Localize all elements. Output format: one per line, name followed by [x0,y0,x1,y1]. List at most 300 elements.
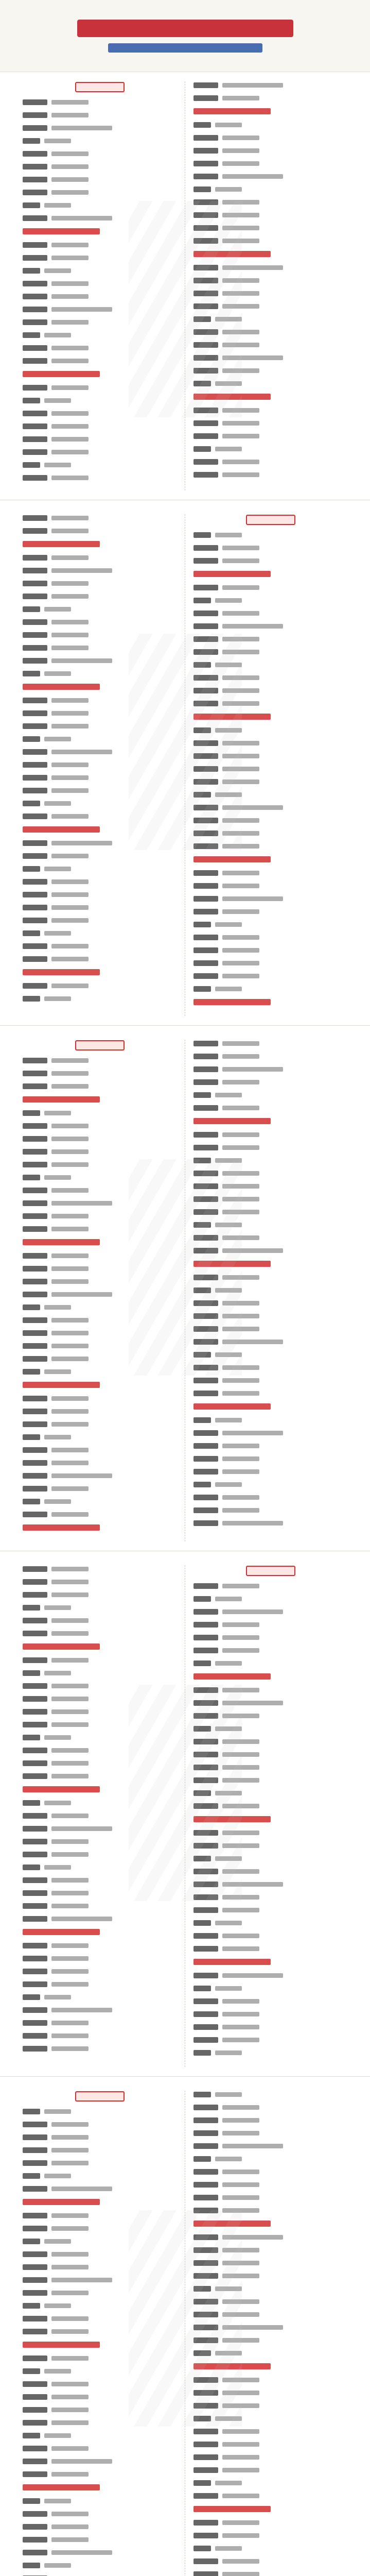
vocab-entry [193,1065,347,1073]
vocab-entry [193,765,347,772]
vocab-pinyin [51,476,89,480]
vocab-word [193,1066,218,1072]
vocab-word [23,1903,47,1909]
vocab-entry [23,605,177,613]
vocab-entry [193,2129,347,2137]
vocab-pinyin [215,663,242,667]
vocab-entry [193,328,347,335]
vocab-entry [23,1485,177,1492]
vocab-pinyin [222,1327,259,1331]
vocab-entry [193,1997,347,2005]
vocab-entry [193,471,347,478]
vocab-word [23,1670,40,1676]
vocab-entry [23,1316,177,1324]
vocab-pinyin [51,1137,89,1141]
vocab-word [23,1916,47,1922]
vocab-entry [193,264,347,271]
vocab-word [23,345,47,351]
vocab-word [193,2546,211,2551]
vocab-pinyin [51,984,89,988]
vocab-pinyin [51,2537,89,2542]
vocab-pinyin [44,1111,71,1115]
vocab-pinyin [44,996,71,1001]
vocab-word [23,1865,40,1870]
vocab-word [23,1304,40,1310]
right-column [185,2091,356,2576]
vocab-word [193,986,211,992]
vocab-pinyin [44,333,71,337]
vocab-entry [193,2402,347,2409]
vocab-pinyin [44,463,71,467]
vocab-pinyin [51,281,89,286]
vocab-entry [193,1972,347,1979]
vocab-pinyin [51,424,89,429]
vocab-word [193,1830,218,1836]
vocab-word [193,1339,218,1345]
vocab-entry [23,2263,177,2270]
vocab-word [193,238,218,244]
vocab-entry [23,657,177,664]
vocab-pinyin [51,1448,89,1452]
vocab-entry [193,1699,347,1706]
vocab-pinyin [222,1508,259,1513]
vocab-word [193,1365,218,1370]
vocab-pinyin [51,113,89,117]
vocab-entry [193,2298,347,2305]
vocab-word [193,2037,218,2043]
vocab-pinyin [222,650,259,654]
vocab-entry [23,1225,177,1232]
vocab-pinyin [222,2038,259,2042]
vocab-entry [23,189,177,196]
vocab-pinyin [222,2378,259,2382]
vocab-entry [193,544,347,551]
vocab-entry [193,739,347,747]
vocab-entry [23,2315,177,2322]
vocab-entry [23,1863,177,1871]
vocab-entry [193,2492,347,2499]
vocab-pinyin [215,987,242,991]
vocab-pinyin [222,909,259,914]
vocab-pinyin [222,844,259,849]
vocab-word [23,332,40,338]
vocab-word [193,2299,218,2304]
vocab-word [193,95,218,101]
worksheet-page [0,1030,370,1551]
vocab-word [193,922,211,927]
vocab-entry [23,306,177,313]
vocab-pinyin [222,2455,259,2460]
vocab-pinyin [222,1701,283,1705]
vocab-pinyin [215,1661,242,1666]
vocab-word [193,1079,218,1085]
vocab-pinyin [44,1865,71,1870]
vocab-pinyin [44,1369,71,1374]
vocab-entry [23,527,177,534]
vocab-word [23,956,47,962]
vocab-word [23,2563,40,2568]
vocab-pinyin [222,1831,259,1835]
vocab-pinyin [222,1648,259,1653]
vocab-word [23,436,47,442]
vocab-word [193,342,218,348]
vocab-word [193,381,211,386]
vocab-entry [193,1494,347,1501]
vocab-entry [23,2172,177,2179]
vocab-entry [193,2349,347,2357]
vocab-word [193,766,218,772]
vocab-word [193,818,218,823]
vocab-pinyin [51,1839,89,1844]
vocab-entry [23,344,177,351]
vocab-pinyin [51,1904,89,1908]
vocab-word [23,2471,47,2477]
vocab-pinyin [222,1895,259,1900]
vocab-entry [23,1695,177,1702]
vocab-word [193,1145,218,1150]
vocab-word [23,1566,47,1572]
right-column [185,514,356,1016]
vocab-word [193,199,218,205]
vocab-word [193,1196,218,1202]
vocab-entry [193,2415,347,2422]
vocab-entry [23,474,177,481]
vocab-pinyin [222,701,259,706]
vocab-word [23,2160,47,2166]
vocab-pinyin [51,1214,89,1218]
vocab-word [193,831,218,836]
vocab-word [193,2011,218,2017]
vocab-entry [23,1511,177,1518]
vocab-pinyin [51,918,89,923]
vocab-entry [23,852,177,859]
vocab-pinyin [51,1852,89,1857]
vocab-pinyin [51,1761,89,1766]
vocab-word [193,1105,218,1111]
vocab-entry [193,1659,347,1667]
vocab-pinyin [51,1580,89,1584]
vocab-pinyin [44,2303,71,2308]
vocab-word [23,1213,47,1219]
vocab-word [23,1200,47,1206]
vocab-entry [193,869,347,876]
vocab-entry [193,1221,347,1228]
vocab-entry [193,1621,347,1628]
vocab-entry [23,1498,177,1505]
lesson-heading [23,825,177,834]
vocab-entry [23,2289,177,2296]
vocab-word [23,1605,40,1611]
vocab-word [23,788,47,793]
vocab-pinyin [215,1158,242,1163]
vocab-pinyin [51,1814,89,1818]
vocab-pinyin [44,203,71,208]
vocab-pinyin [51,2033,89,2038]
vocab-word [193,1248,218,1253]
vocab-word [193,1843,218,1849]
vocab-pinyin [51,190,89,195]
vocab-entry [23,2006,177,2013]
vocab-entry [23,670,177,677]
vocab-pinyin [222,754,259,758]
vocab-word [193,2156,211,2162]
vocab-word [23,215,47,221]
vocab-entry [193,1338,347,1345]
vocab-entry [23,331,177,338]
lesson-heading [193,250,347,258]
vocab-entry [193,277,347,284]
vocab-entry [193,1416,347,1423]
vocab-entry [23,111,177,118]
vocab-pinyin [222,1622,259,1627]
vocab-pinyin [51,2148,89,2153]
vocab-word [23,125,47,131]
lesson-heading [23,1238,177,1246]
lesson-heading [23,968,177,976]
vocab-word [23,2368,40,2374]
vocab-word [23,1800,40,1806]
vocab-pinyin [222,1999,259,2004]
vocab-word [193,883,218,889]
vocab-pinyin [222,611,259,616]
vocab-entry [193,2545,347,2552]
vocab-entry [23,2536,177,2543]
vocab-entry [193,921,347,928]
vocab-word [23,411,47,416]
vocab-word [23,996,40,1002]
vocab-pinyin [51,1618,89,1623]
vocab-entry [193,1595,347,1602]
vocab-pinyin [51,1982,89,1987]
vocab-pinyin [51,2187,112,2191]
vocab-entry [193,2142,347,2149]
vocab-pinyin [222,304,259,309]
vocab-entry [23,917,177,924]
vocab-pinyin [222,1106,259,1110]
vocab-entry [193,1234,347,1241]
vocab-pinyin [222,1584,259,1588]
vocab-entry [193,895,347,902]
vocab-word [23,606,40,612]
vocab-pinyin [222,1934,259,1938]
vocab-word [193,1752,218,1757]
vocab-word [23,1292,47,1297]
lesson-heading [193,1117,347,1125]
vocab-word [193,1456,218,1462]
vocab-pinyin [51,879,89,884]
vocab-entry [193,1776,347,1784]
vocab-pinyin [51,2329,89,2334]
vocab-entry [23,697,177,704]
vocab-pinyin [222,2442,259,2447]
vocab-word [193,2273,218,2279]
vocab-pinyin [215,123,242,127]
vocab-word [193,701,218,706]
vocab-word [23,164,47,170]
vocab-entry [193,198,347,206]
vocab-entry [193,211,347,218]
vocab-word [193,122,211,128]
vocab-entry [23,567,177,574]
vocab-entry [193,2336,347,2344]
vocab-entry [193,2116,347,2124]
vocab-pinyin [51,814,89,819]
vocab-word [23,385,47,391]
vocab-word [23,294,47,299]
lesson-heading [193,2362,347,2370]
vocab-entry [23,554,177,561]
vocab-entry [23,2445,177,2452]
vocab-word [193,446,211,452]
vocab-pinyin [222,213,259,217]
vocab-entry [23,787,177,794]
vocab-word [23,1890,47,1896]
vocab-entry [193,1442,347,1449]
vocab-word [193,688,218,693]
vocab-entry [23,1355,177,1362]
vocab-entry [193,2259,347,2266]
vocab-pinyin [222,1804,259,1808]
vocab-word [193,2105,218,2110]
vocab-pinyin [222,1444,259,1448]
vocab-pinyin [222,558,259,563]
lesson-heading [23,2198,177,2206]
vocab-pinyin [222,961,259,965]
vocab-pinyin [222,779,259,784]
vocab-word [23,1512,47,1517]
vocab-pinyin [215,2050,242,2055]
vocab-entry [23,1825,177,1832]
vocab-pinyin [51,1658,89,1663]
vocab-word [23,307,47,312]
vocab-word [23,2033,47,2039]
vocab-entry [193,1842,347,1849]
vocab-word [23,1709,47,1715]
vocab-entry [193,1274,347,1281]
vocab-pinyin [222,1765,259,1770]
vocab-entry [23,839,177,846]
vocab-word [193,1209,218,1215]
vocab-word [23,2355,47,2361]
vocab-word [193,896,218,902]
vocab-pinyin [51,1567,89,1571]
vocab-word [193,1920,211,1926]
vocab-entry [23,2354,177,2362]
vocab-entry [193,1286,347,1294]
vocab-pinyin [222,2299,259,2304]
lesson-heading [193,998,347,1006]
vocab-entry [23,2276,177,2283]
vocab-word [23,2109,40,2114]
vocab-pinyin [215,598,242,603]
vocab-word [23,1773,47,1779]
vocab-entry [193,842,347,850]
document-header [0,0,370,72]
lesson-heading [23,2483,177,2492]
vocab-entry [193,908,347,915]
vocab-word [23,528,47,534]
vocab-entry [23,995,177,1002]
vocab-entry [23,1734,177,1741]
vocab-pinyin [51,750,112,754]
vocab-word [193,1275,218,1280]
vocab-entry [193,147,347,154]
vocab-pinyin [51,100,89,105]
vocab-entry [193,597,347,604]
vocab-word [193,1765,218,1770]
vocab-pinyin [222,1946,259,1951]
unit-label [193,1565,347,1577]
vocab-entry [193,2519,347,2526]
vocab-word [23,1317,47,1323]
vocab-entry [193,1247,347,1254]
vocab-word [23,1434,40,1440]
vocab-word [193,662,211,668]
vocab-pinyin [51,1943,89,1948]
page-divider [0,1025,370,1026]
vocab-entry [23,2212,177,2219]
vocab-pinyin [51,1253,89,1258]
vocab-pinyin [51,1486,89,1491]
vocab-pinyin [51,1201,112,1206]
vocab-word [23,2446,47,2451]
vocab-pinyin [51,658,112,663]
vocab-entry [23,1109,177,1116]
vocab-pinyin [51,151,89,156]
vocab-pinyin [51,775,89,780]
vocab-pinyin [222,637,259,641]
vocab-entry [23,1122,177,1129]
vocab-pinyin [51,2395,89,2399]
vocab-entry [193,1157,347,1164]
vocab-pinyin [222,83,283,88]
vocab-entry [23,735,177,742]
lesson-heading [23,1785,177,1793]
vocab-pinyin [222,421,259,426]
vocab-pinyin [222,2170,259,2174]
vocab-pinyin [222,2403,259,2408]
vocab-entry [23,1772,177,1780]
lesson-heading [23,1928,177,1936]
vocab-pinyin [51,256,89,260]
vocab-entry [193,2181,347,2188]
vocab-word [193,1933,218,1939]
vocab-word [193,2416,211,2421]
vocab-pinyin [51,2459,112,2464]
vocab-pinyin [222,831,259,836]
vocab-word [23,112,47,118]
vocab-pinyin [51,1396,89,1401]
vocab-entry [193,2441,347,2448]
vocab-entry [23,1942,177,1949]
vocab-word [193,649,218,655]
vocab-pinyin [222,2429,259,2434]
vocab-entry [23,2510,177,2517]
vocab-entry [23,592,177,600]
vocab-entry [23,124,177,131]
vocab-entry [193,1945,347,1952]
vocab-pinyin [222,2274,259,2278]
vocab-word [193,1054,218,1059]
vocab-word [23,555,47,561]
vocab-entry [23,955,177,962]
vocab-pinyin [215,447,242,451]
document-title [77,20,293,37]
vocab-entry [23,2562,177,2569]
vocab-pinyin [222,1210,259,1214]
vocab-entry [193,1078,347,1086]
vocab-word [193,1713,218,1719]
